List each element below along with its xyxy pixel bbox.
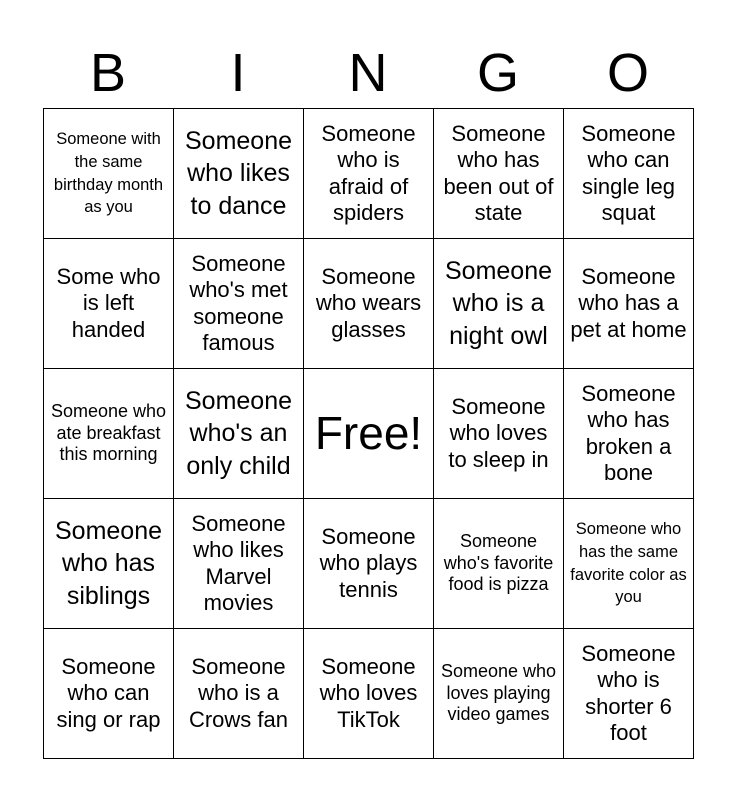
bingo-cell[interactable]: Someone who is a night owl	[434, 239, 564, 369]
bingo-cell[interactable]: Someone who likes to dance	[174, 109, 304, 239]
bingo-cell[interactable]: Someone who has the same favorite color as you	[564, 499, 694, 629]
bingo-cell[interactable]: Someone who is shorter 6 foot	[564, 629, 694, 759]
bingo-cell[interactable]: Someone who loves to sleep in	[434, 369, 564, 499]
header-letter-b: B	[89, 43, 127, 103]
card-row	[44, 369, 694, 499]
bingo-cell[interactable]: Someone who has siblings	[44, 499, 174, 629]
bingo-cell[interactable]: Someone who is a Crows fan	[174, 629, 304, 759]
bingo-cell[interactable]: Someone who wears glasses	[304, 239, 434, 369]
header-letter-o: O	[606, 43, 649, 103]
card-row	[44, 239, 694, 369]
bingo-cell[interactable]: Some who is left handed	[44, 239, 174, 369]
free-space-cell[interactable]: Free!	[304, 369, 434, 499]
bingo-cell[interactable]: Someone who has broken a bone	[564, 369, 694, 499]
bingo-header	[43, 38, 693, 108]
bingo-cell[interactable]: Someone who can sing or rap	[44, 629, 174, 759]
card-row	[44, 499, 694, 629]
bingo-cell[interactable]: Someone who plays tennis	[304, 499, 434, 629]
card-row	[44, 629, 694, 759]
bingo-cell[interactable]: Someone who ate breakfast this morning	[44, 369, 174, 499]
header-letter-i: I	[230, 43, 246, 103]
header-letter-g: G	[476, 43, 519, 103]
header-letter-n: N	[348, 43, 388, 103]
bingo-cell[interactable]: Someone who is afraid of spiders	[304, 109, 434, 239]
bingo-cell[interactable]: Someone who's met someone famous	[174, 239, 304, 369]
bingo-cell[interactable]: Someone who loves playing video games	[434, 629, 564, 759]
bingo-cell[interactable]: Someone who loves TikTok	[304, 629, 434, 759]
bingo-cell[interactable]: Someone who has a pet at home	[564, 239, 694, 369]
card-row	[44, 109, 694, 239]
bingo-cell[interactable]: Someone who likes Marvel movies	[174, 499, 304, 629]
bingo-cell[interactable]: Someone who's favorite food is pizza	[434, 499, 564, 629]
bingo-card	[43, 108, 694, 759]
bingo-cell[interactable]: Someone with the same birthday month as you	[44, 109, 174, 239]
bingo-cell[interactable]: Someone who has been out of state	[434, 109, 564, 239]
bingo-cell[interactable]: Someone who can single leg squat	[564, 109, 694, 239]
bingo-cell[interactable]: Someone who's an only child	[174, 369, 304, 499]
